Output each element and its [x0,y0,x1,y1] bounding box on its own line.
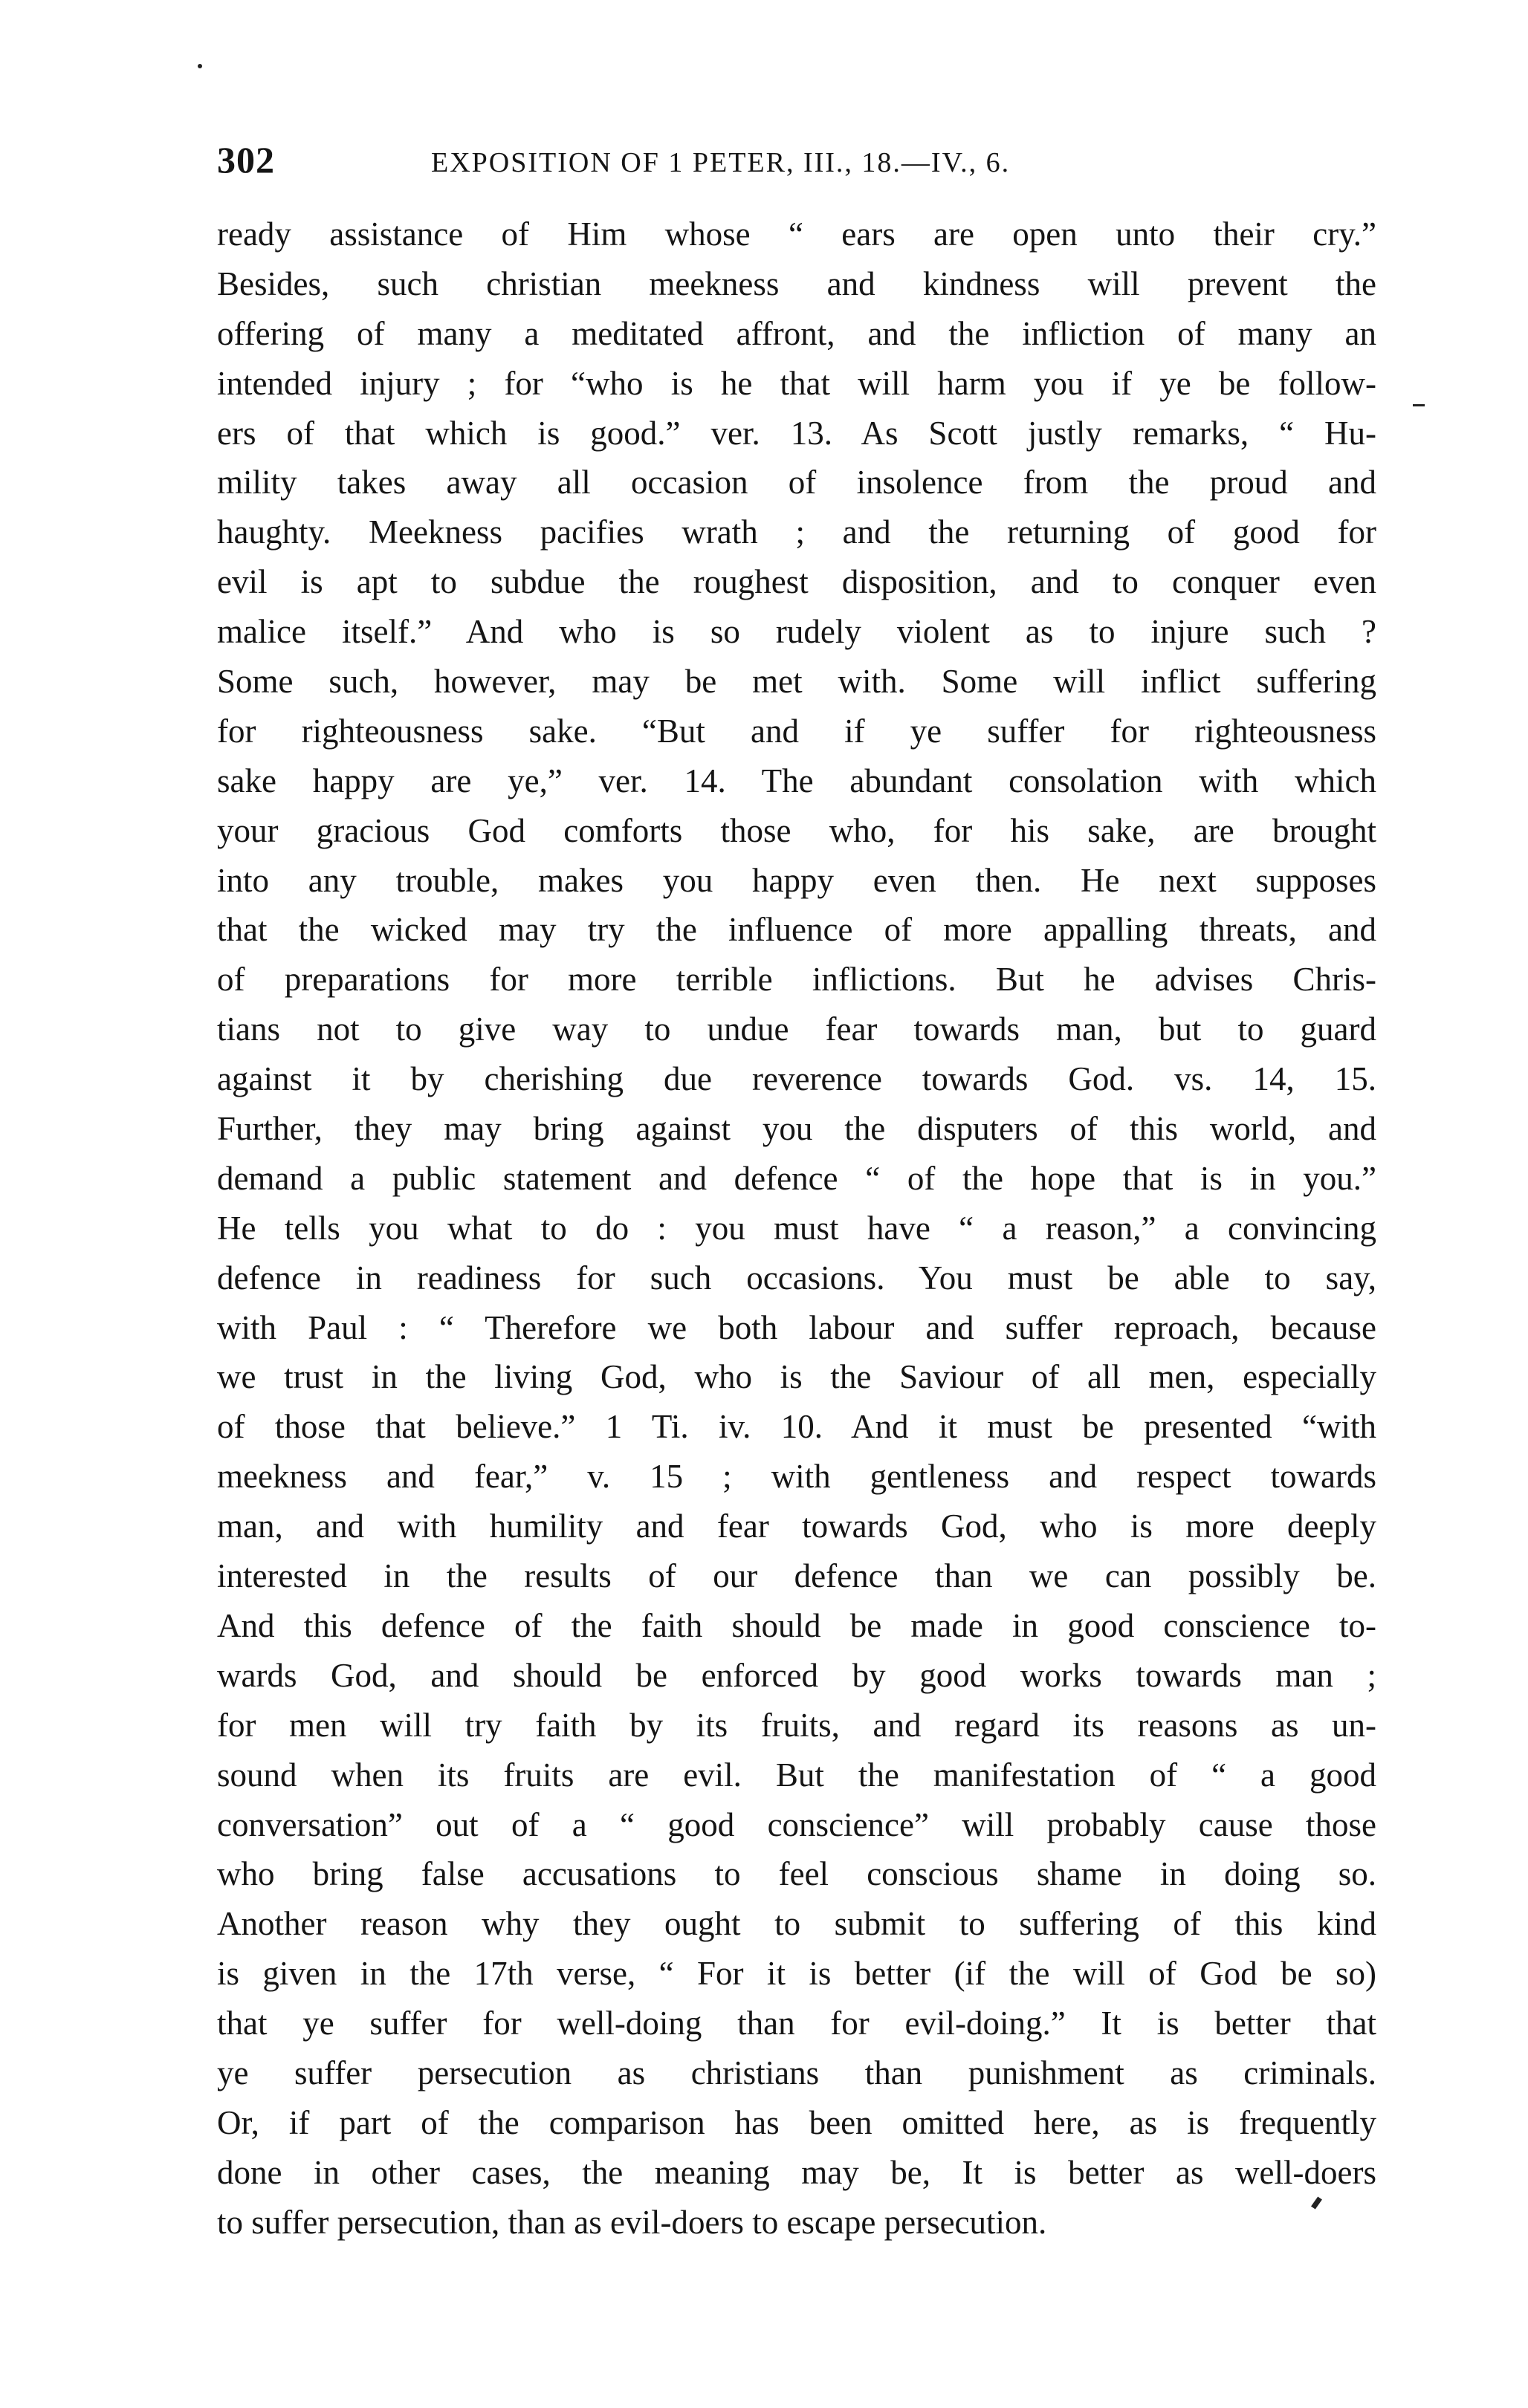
text-line: of preparations for more terrible inflictions. But he advises Chris- [217,961,1376,999]
text-line: meekness and fear,” v. 15 ; with gentleness and respect towards [217,1458,1376,1496]
text-line: for men will try faith by its fruits, and regard its reasons as un- [217,1706,1376,1744]
text-line: sound when its fruits are evil. But the manifestation of “ a good [217,1756,1376,1794]
page-number: 302 [217,139,275,181]
text-line: your gracious God comforts those who, for his sake, are brought [217,811,1376,849]
running-title: EXPOSITION OF 1 PETER, III., 18.—IV., 6. [431,147,1011,178]
text-line: who bring false accusations to feel conscious shame in doing so. [217,1855,1376,1893]
text-line: tians not to give way to undue fear towards man, but to guard [217,1010,1376,1048]
text-line: And this defence of the faith should be made in good conscience to- [217,1606,1376,1644]
text-line: He tells you what to do : you must have “ a reason,” a convincing [217,1209,1376,1247]
text-line: done in other cases, the meaning may be, It is better as well-doers [217,2153,1376,2191]
body-text [217,210,1376,2248]
text-line: demand a public statement and defence “ of the hope that is in you.” [217,1159,1376,1197]
text-line: Another reason why they ought to submit to suffering of this kind [217,1905,1376,1943]
text-line: malice itself.” And who is so rudely violent as to injure such ? [217,613,1376,651]
text-line: conversation” out of a “ good conscience” will probably cause those [217,1805,1376,1843]
text-line: wards God, and should be enforced by good works towards man ; [217,1656,1376,1694]
text-line: we trust in the living God, who is the Saviour of all men, especially [217,1358,1376,1396]
text-line: ers of that which is good.” ver. 13. As Scott justly remarks, “ Hu- [217,414,1376,452]
text-line: sake happy are ye,” ver. 14. The abundant consolation with which [217,762,1376,799]
text-line: haughty. Meekness pacifies wrath ; and the returning of good for [217,513,1376,551]
text-line: that the wicked may try the influence of more appalling threats, and [217,911,1376,949]
text-line: is given in the 17th verse, “ For it is better (if the will of God be so) [217,1955,1376,1993]
text-line: that ye suffer for well-doing than for evil-doing.” It is better that [217,2005,1376,2042]
text-line: intended injury ; for “who is he that will harm you if ye be follow- [217,364,1376,402]
running-head [217,134,1376,186]
text-line: into any trouble, makes you happy even then. He next supposes [217,861,1376,899]
text-line: mility takes away all occasion of insolence from the proud and [217,464,1376,502]
text-line: ye suffer persecution as christians than punishment as criminals. [217,2054,1376,2091]
text-line: interested in the results of our defence than we can possibly be. [217,1557,1376,1595]
text-line: of those that believe.” 1 Ti. iv. 10. And it must be presented “with [217,1408,1376,1446]
text-line: Besides, such christian meekness and kindness will prevent the [217,265,1376,302]
text-line: Or, if part of the comparison has been omitted here, as is frequently [217,2103,1376,2141]
stray-mark-top [198,64,202,68]
text-line: ready assistance of Him whose “ ears are open unto their cry.” [217,215,1376,253]
text-line: evil is apt to subdue the roughest disposition, and to conquer even [217,563,1376,601]
text-line: for righteousness sake. “But and if ye suffer for righteousness [217,712,1376,750]
text-line: against it by cherishing due reverence towards God. vs. 14, 15. [217,1060,1376,1098]
text-line: man, and with humility and fear towards God, who is more deeply [217,1508,1376,1545]
text-line: Some such, however, may be met with. Some will inflict suffering [217,663,1376,701]
text-line: offering of many a meditated affront, and the infliction of many an [217,314,1376,352]
text-line: with Paul : “ Therefore we both labour and suffer reproach, because [217,1308,1376,1346]
text-line: defence in readiness for such occasions. You must be able to say, [217,1259,1376,1297]
text-line: to suffer persecution, than as evil-doers to escape persecution. [217,2203,1047,2241]
stray-mark-margin [1413,404,1425,406]
text-line: Further, they may bring against you the disputers of this world, and [217,1110,1376,1148]
